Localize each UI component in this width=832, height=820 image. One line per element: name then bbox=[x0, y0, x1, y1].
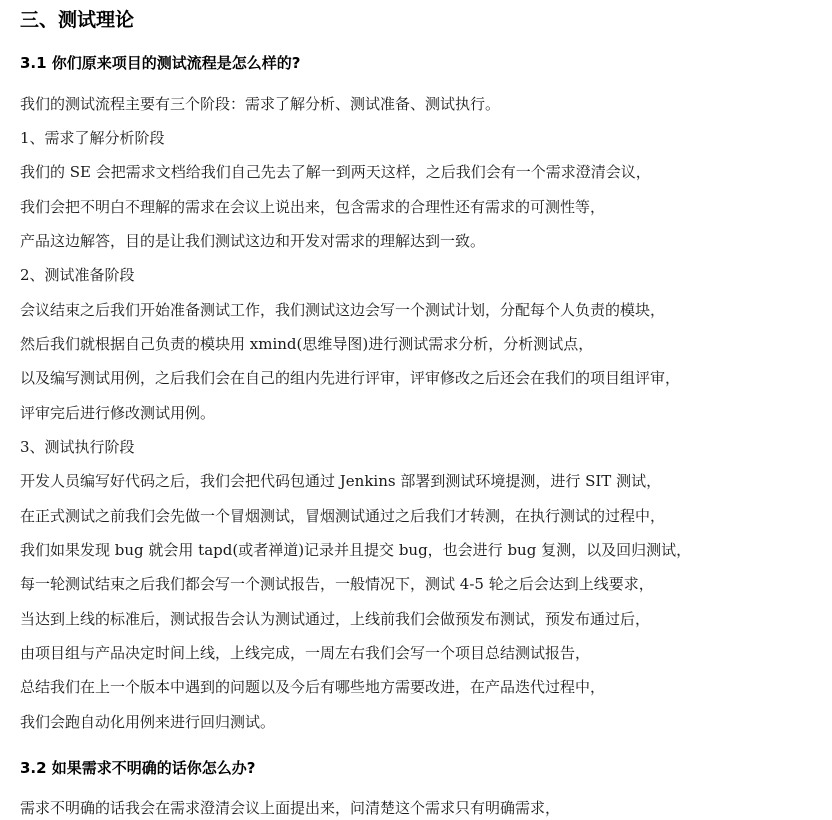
paragraph-line: 产品这边解答，目的是让我们测试这边和开发对需求的理解达到一致。 bbox=[20, 232, 486, 250]
paragraph-line: 我们如果发现 bug 就会用 tapd(或者禅道)记录并且提交 bug，也会进行 bug 复测，以及回归测试， bbox=[20, 541, 692, 559]
paragraph-line: 每一轮测试结束之后我们都会写一个测试报告，一般情况下，测试 4-5 轮之后会达到上线要求， bbox=[20, 575, 654, 593]
paragraph-line: 需求不明确的话我会在需求澄清会议上面提出来，问清楚这个需求只有明确需求， bbox=[20, 799, 561, 817]
paragraph-line: 在正式测试之前我们会先做一个冒烟测试，冒烟测试通过之后我们才转测，在执行测试的过程中， bbox=[20, 507, 666, 525]
paragraph-line: 然后我们就根据自己负责的模块用 xmind(思维导图)进行测试需求分析，分析测试点， bbox=[20, 335, 594, 353]
paragraph-line: 评审完后进行修改测试用例。 bbox=[20, 404, 216, 422]
paragraph-line: 我们的 SE 会把需求文档给我们自己先去了解一到两天这样，之后我们会有一个需求澄清会议， bbox=[20, 163, 651, 181]
paragraph-line: 以及编写测试用例，之后我们会在自己的组内先进行评审，评审修改之后还会在我们的项目组评审， bbox=[20, 369, 681, 387]
subheading-line: 2、测试准备阶段 bbox=[20, 266, 135, 284]
paragraph-line: 由项目组与产品决定时间上线，上线完成，一周左右我们会写一个项目总结测试报告， bbox=[20, 644, 591, 662]
paragraph-line: 我们会跑自动化用例来进行回归测试。 bbox=[20, 713, 276, 731]
section-heading-3-2: 3.2 如果需求不明确的话你怎么办? bbox=[20, 759, 256, 777]
section-heading-3-1: 3.1 你们原来项目的测试流程是怎么样的? bbox=[20, 54, 301, 72]
subheading-line: 3、测试执行阶段 bbox=[20, 438, 135, 456]
paragraph-line: 会议结束之后我们开始准备测试工作，我们测试这边会写一个测试计划，分配每个人负责的模块， bbox=[20, 301, 666, 319]
paragraph-line: 开发人员编写好代码之后，我们会把代码包通过 Jenkins 部署到测试环境提测，进行 SIT 测试， bbox=[20, 472, 662, 490]
subheading-line: 1、需求了解分析阶段 bbox=[20, 129, 165, 147]
paragraph-line: 我们的测试流程主要有三个阶段：需求了解分析、测试准备、测试执行。 bbox=[20, 95, 501, 113]
paragraph-line: 当达到上线的标准后，测试报告会认为测试通过，上线前我们会做预发布测试，预发布通过后， bbox=[20, 610, 651, 628]
paragraph-line: 总结我们在上一个版本中遇到的问题以及今后有哪些地方需要改进，在产品迭代过程中， bbox=[20, 678, 606, 696]
paragraph-line: 我们会把不明白不理解的需求在会议上说出来，包含需求的合理性还有需求的可测性等， bbox=[20, 198, 606, 216]
document-title: 三、测试理论 bbox=[20, 9, 135, 31]
